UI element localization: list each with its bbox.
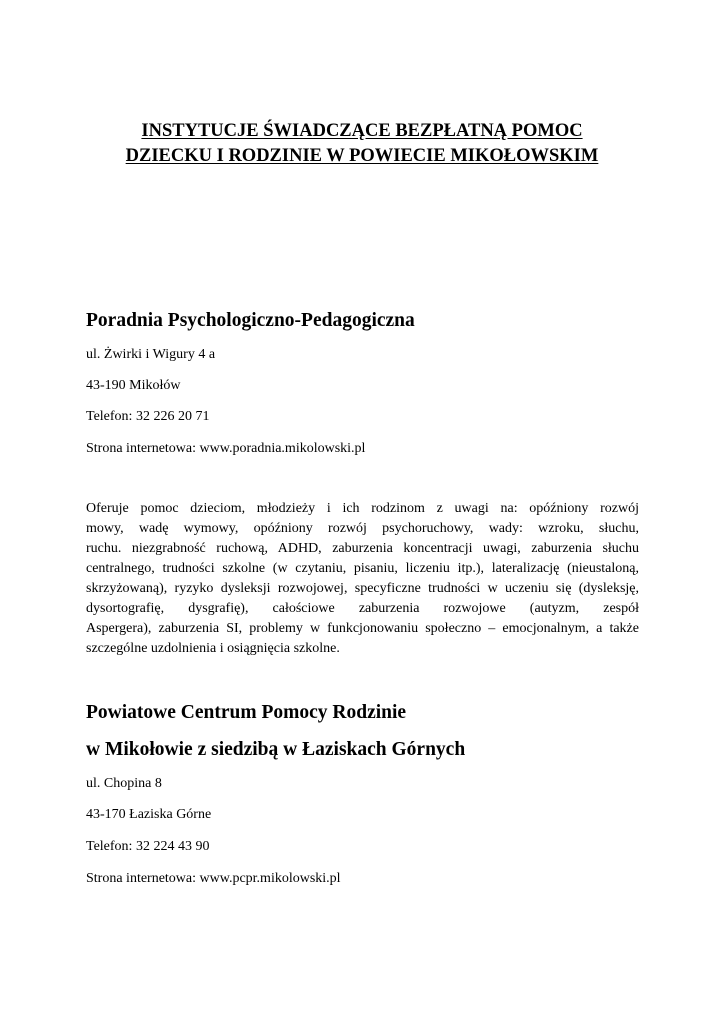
description-line: dysortografię, dysgrafię), całościowe zaburzenia rozwojowe (autyzm, zespół xyxy=(86,601,639,616)
section1-heading: Poradnia Psychologiczno-Pedagogiczna xyxy=(86,310,415,331)
section2-phone: Telefon: 32 224 43 90 xyxy=(86,839,210,854)
description-line: Aspergera), zaburzenia SI, problemy w funkcjonowaniu społeczno – emocjonalnym, a także xyxy=(86,621,639,636)
document-title-line-2: DZIECKU I RODZINIE W POWIECIE MIKOŁOWSKIM xyxy=(125,146,599,166)
document-title-line-1: INSTYTUCJE ŚWIADCZĄCE BEZPŁATNĄ POMOC xyxy=(141,121,583,141)
description-line: ruchu. niezgrabność ruchową, ADHD, zaburzenia koncentracji uwagi, zaburzenia słuchu xyxy=(86,541,639,556)
section1-website: Strona internetowa: www.poradnia.mikolowski.pl xyxy=(86,441,366,456)
description-line: skrzyżowaną), ryzyko dysleksji rozwojowej, specyficzne trudności w uczeniu się (dysleksję, xyxy=(86,581,639,596)
section1-description xyxy=(86,499,639,659)
section2-city: 43-170 Łaziska Górne xyxy=(86,807,212,822)
section2-heading-line-2: w Mikołowie z siedzibą w Łaziskach Górnych xyxy=(86,739,466,760)
section1-phone: Telefon: 32 226 20 71 xyxy=(86,409,210,424)
description-line: centralnego, trudności szkolne (w czytaniu, pisaniu, liczeniu itp.), lateralizację (nieustaloną, xyxy=(86,561,639,576)
section1-city: 43-190 Mikołów xyxy=(86,378,181,393)
description-line: Oferuje pomoc dzieciom, młodzieży i ich rodzinom z uwagi na: opóźniony rozwój xyxy=(86,501,639,516)
section2-website: Strona internetowa: www.pcpr.mikolowski.pl xyxy=(86,871,341,886)
section1-street: ul. Żwirki i Wigury 4 a xyxy=(86,347,216,362)
description-line: szczególne uzdolnienia i osiągnięcia szkolne. xyxy=(86,641,340,656)
section2-street: ul. Chopina 8 xyxy=(86,776,162,791)
section2-heading-line-1: Powiatowe Centrum Pomocy Rodzinie xyxy=(86,702,407,723)
description-line: mowy, wadę wymowy, opóźniony rozwój psychoruchowy, wady: wzroku, słuchu, xyxy=(86,521,639,536)
